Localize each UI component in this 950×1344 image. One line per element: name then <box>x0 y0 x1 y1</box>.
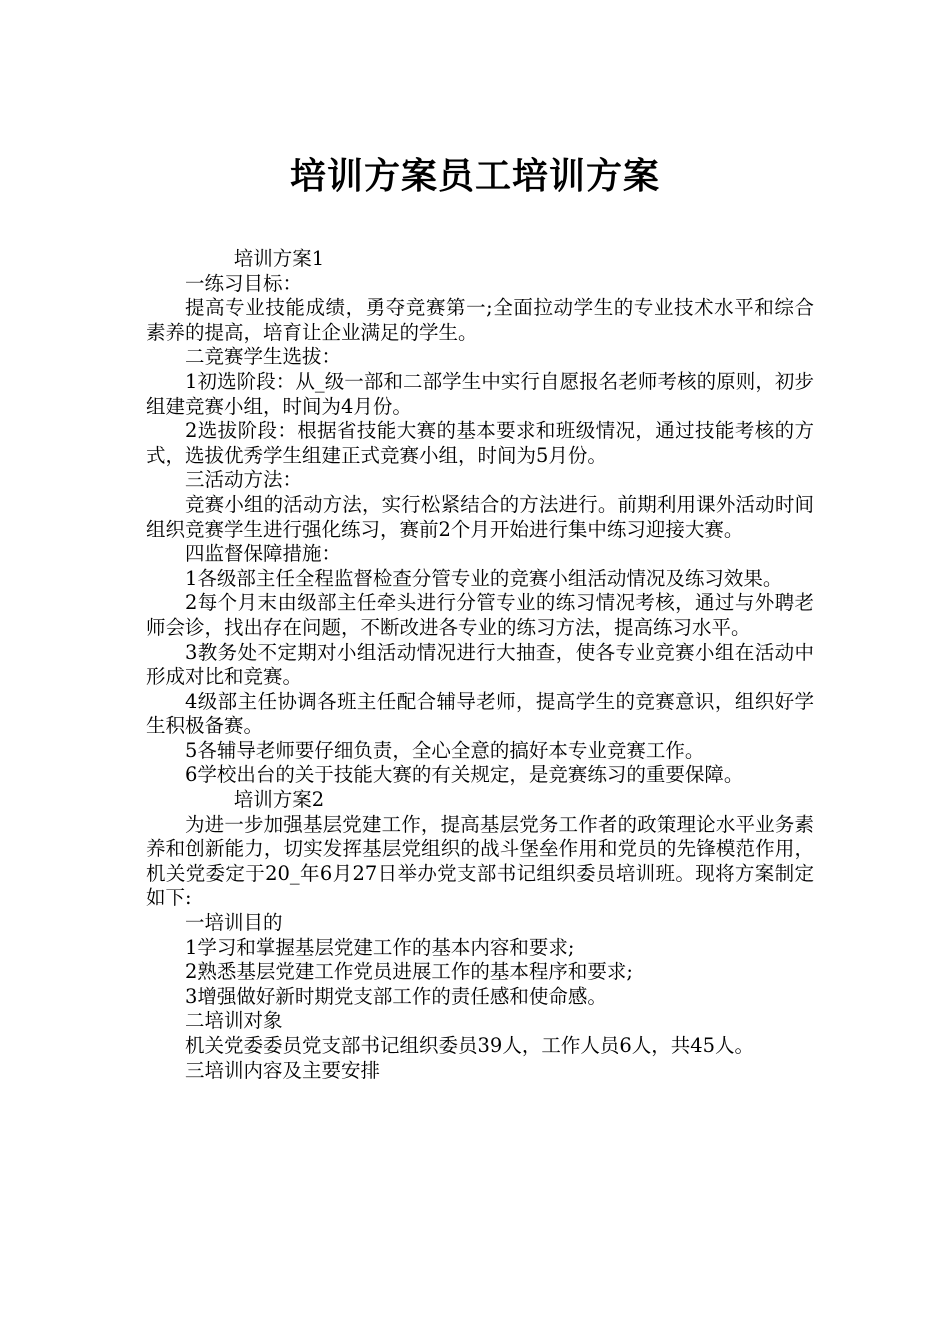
paragraph: 6学校出台的关于技能大赛的有关规定，是竞赛练习的重要保障。 <box>185 763 744 787</box>
paragraph: 三培训内容及主要安排 <box>185 1058 381 1082</box>
paragraph: 1学习和掌握基层党建工作的基本内容和要求; <box>185 935 575 959</box>
paragraph: 2每个月末由级部主任牵头进行分管专业的练习情况考核，通过与外聘老师会诊，找出存在问题，不断改进各专业的练习方法，提高练习水平。 <box>146 591 814 639</box>
paragraph: 1初选阶段：从_级一部和二部学生中实行自愿报名老师考核的原则，初步组建竞赛小组，时间为4月份。 <box>146 369 814 418</box>
paragraph: 2选拔阶段：根据省技能大赛的基本要求和班级情况，通过技能考核的方式，选拔优秀学生组建正式竞赛小组，时间为5月份。 <box>146 419 814 467</box>
paragraph: 4级部主任协调各班主任配合辅导老师，提高学生的竞赛意识，组织好学生积极备赛。 <box>146 689 814 738</box>
paragraph: 一练习目标： <box>185 271 303 295</box>
paragraph: 为进一步加强基层党建工作，提高基层党务工作者的政策理论水平业务素养和创新能力，切实发挥基层党组织的战斗堡垒作用和党员的先锋模范作用，机关党委定于20_年6月27日举办党支部书记组织委员培训班。现将方案制定如下: <box>146 812 814 910</box>
paragraph: 5各辅导老师要仔细负责，全心全意的搞好本专业竞赛工作。 <box>185 738 705 762</box>
paragraph: 提高专业技能成绩，勇夺竞赛第一;全面拉动学生的专业技术水平和综合素养的提高，培育让企业满足的学生。 <box>146 296 814 344</box>
paragraph: 机关党委委员党支部书记组织委员39人，工作人员6人，共45人。 <box>185 1034 755 1057</box>
section-heading-plan-1: 培训方案1 <box>233 247 325 270</box>
section-heading-plan-2: 培训方案2 <box>233 788 325 812</box>
paragraph: 二培训对象 <box>185 1009 283 1033</box>
document-title: 培训方案员工培训方案 <box>289 156 660 198</box>
paragraph: 一培训目的 <box>185 911 283 935</box>
paragraph: 2熟悉基层党建工作党员进展工作的基本程序和要求; <box>185 960 633 984</box>
paragraph: 四监督保障措施： <box>185 542 342 566</box>
document-body <box>146 247 814 1083</box>
paragraph: 3增强做好新时期党支部工作的责任感和使命感。 <box>185 984 607 1008</box>
paragraph: 1各级部主任全程监督检查分管专业的竞赛小组活动情况及练习效果。 <box>185 566 783 590</box>
paragraph: 三活动方法： <box>185 468 303 492</box>
paragraph: 竞赛小组的活动方法，实行松紧结合的方法进行。前期利用课外活动时间组织竞赛学生进行强化练习，赛前2个月开始进行集中练习迎接大赛。 <box>146 492 814 541</box>
paragraph: 3教务处不定期对小组活动情况进行大抽查，使各专业竞赛小组在活动中形成对比和竞赛。 <box>146 640 814 689</box>
paragraph: 二竞赛学生选拔： <box>185 345 342 369</box>
